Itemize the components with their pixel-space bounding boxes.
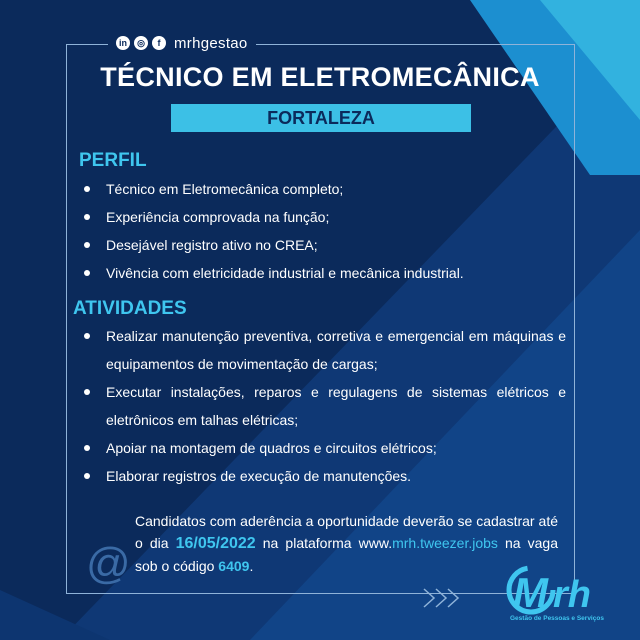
job-title: TÉCNICO EM ELETROMECÂNICA — [100, 62, 540, 92]
social-bar — [108, 32, 256, 54]
atividades-heading: ATIVIDADES — [73, 298, 187, 319]
list-item: Desejável registro ativo no CREA; — [80, 231, 560, 259]
perfil-list — [80, 175, 560, 287]
cta-text: na vaga sob o código — [135, 535, 558, 574]
cta-text: . — [249, 558, 254, 574]
svg-text:M: M — [513, 569, 548, 615]
cta-text: na plataforma www. — [255, 535, 393, 551]
facebook-icon[interactable]: f — [152, 36, 166, 50]
logo-tagline: Gestão de Pessoas e Serviços — [510, 615, 604, 622]
svg-text:rh: rh — [553, 574, 591, 615]
list-item: Realizar manutenção preventiva, corretiva e emergencial em máquinas e equipamentos de movimentação de cargas; — [80, 322, 566, 378]
atividades-list — [80, 322, 566, 490]
list-item: Apoiar na montagem de quadros e circuitos elétricos; — [80, 434, 566, 462]
instagram-icon[interactable]: ◎ — [134, 36, 148, 50]
job-code: 6409 — [218, 558, 250, 574]
list-item: Experiência comprovada na função; — [80, 203, 560, 231]
list-item: Elaborar registros de execução de manutenções. — [80, 462, 566, 490]
arrows-icon — [370, 587, 460, 609]
perfil-heading: PERFIL — [79, 150, 147, 171]
list-item: Vivência com eletricidade industrial e mecânica industrial. — [80, 259, 560, 287]
list-item: Técnico em Eletromecânica completo; — [80, 175, 560, 203]
call-to-action — [135, 510, 558, 577]
site-link[interactable]: mrh.tweezer.jobs — [392, 535, 498, 551]
deadline-date: 16/05/2022 — [175, 535, 256, 552]
city-banner: FORTALEZA — [171, 104, 471, 132]
at-symbol-icon: @ — [86, 539, 131, 588]
social-handle[interactable]: mrhgestao — [174, 34, 248, 52]
mrh-logo — [505, 565, 615, 615]
linkedin-icon[interactable]: in — [116, 36, 130, 50]
cta-text: Candidatos com aderência a oportunidade deverão se cadastrar até o dia — [135, 513, 558, 551]
list-item: Executar instalações, reparos e regulagens de sistemas elétricos e eletrônicos em talhas elétricas; — [80, 378, 566, 434]
